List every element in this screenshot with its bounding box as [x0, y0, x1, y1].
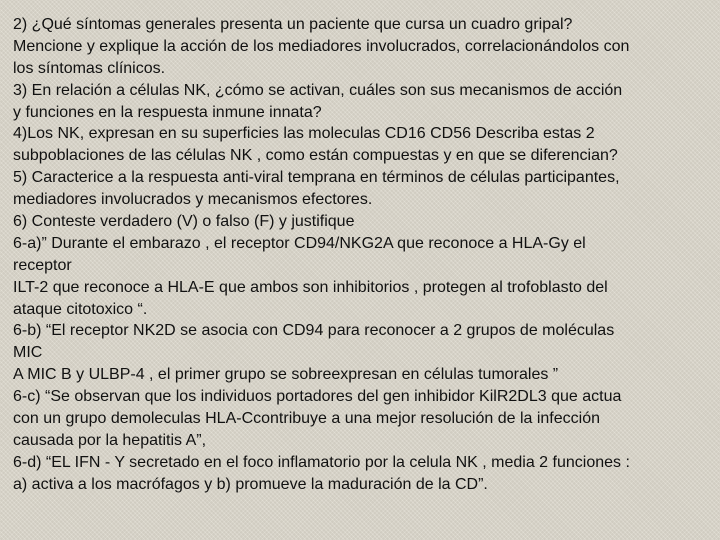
text-line: 6-c) “Se observan que los individuos portadores del gen inhibidor KilR2DL3 que actua	[13, 388, 622, 406]
text-line: A MIC B y ULBP-4 , el primer grupo se sobreexpresan en células tumorales ”	[13, 366, 559, 384]
text-line: y funciones en la respuesta inmune innata?	[13, 103, 322, 121]
text-line: Mencione y explique la acción de los mediadores involucrados, correlacionándolos con	[13, 37, 630, 55]
text-line: 6-b) “El receptor NK2D se asocia con CD94 para reconocer a 2 grupos de moléculas	[13, 322, 615, 340]
text-line: 4)Los NK, expresan en su superficies las moleculas CD16 CD56 Describa estas 2	[13, 125, 595, 143]
text-line: causada por la hepatitis A”,	[13, 431, 207, 449]
text-line: a) activa a los macrófagos y b) promueve la maduración de la CD”.	[13, 475, 488, 493]
text-line: MIC	[13, 344, 43, 362]
text-line: 2) ¿Qué síntomas generales presenta un paciente que cursa un cuadro gripal?	[13, 16, 573, 33]
text-line: subpoblaciones de las células NK , como están compuestas y en que se diferencian?	[13, 147, 618, 165]
text-line: 6) Conteste verdadero (V) o falso (F) y justifique	[13, 213, 355, 231]
text-line: con un grupo demoleculas HLA-Ccontribuye a una mejor resolución de la infección	[13, 410, 600, 428]
text-line: los síntomas clínicos.	[13, 59, 166, 77]
question-text-block	[13, 14, 713, 496]
text-line: ILT-2 que reconoce a HLA-E que ambos son inhibitorios , protegen al trofoblasto del	[13, 278, 608, 296]
text-line: 3) En relación a células NK, ¿cómo se activan, cuáles son sus mecanismos de acción	[13, 81, 623, 99]
text-line: 6-d) “EL IFN - Y secretado en el foco inflamatorio por la celula NK , media 2 funciones :	[13, 453, 630, 471]
text-line: 6-a)” Durante el embarazo , el receptor CD94/NKG2A que reconoce a HLA-Gy el	[13, 234, 586, 252]
text-line: mediadores involucrados y mecanismos efectores.	[13, 191, 373, 209]
text-line: 5) Caracterice a la respuesta anti-viral temprana en términos de células participantes,	[13, 169, 620, 187]
text-line: receptor	[13, 256, 72, 274]
text-line: ataque citotoxico “.	[13, 300, 148, 318]
